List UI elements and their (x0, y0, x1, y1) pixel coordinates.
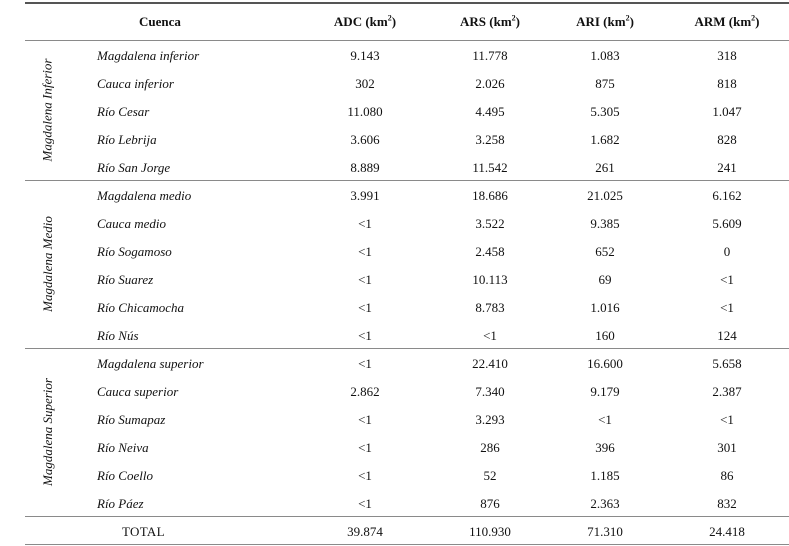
cell-ars: 3.258 (475, 132, 505, 147)
cell-ars: 10.113 (472, 272, 508, 287)
cell-arm: 86 (720, 468, 734, 483)
cell-ars: 286 (480, 440, 500, 455)
row-name: Cauca inferior (97, 76, 174, 91)
group-label-magdalena-inferior: Magdalena Inferior (39, 58, 55, 162)
cell-adc: 11.080 (347, 104, 383, 119)
cell-ars: 22.410 (472, 356, 508, 371)
row-name: Cauca superior (97, 384, 179, 399)
cell-ari: 261 (595, 160, 615, 175)
group-divider (25, 348, 789, 349)
cell-ari: 2.363 (590, 496, 620, 511)
cell-ari: 69 (598, 272, 612, 287)
row-name: Río Lebrija (97, 132, 157, 147)
cell-ari: 9.179 (590, 384, 620, 399)
total-arm: 24.418 (709, 524, 745, 539)
cell-ari: 9.385 (590, 216, 620, 231)
total-ars: 110.930 (469, 524, 511, 539)
header-ars: ARS $(km^2)$ (460, 13, 520, 29)
cell-ars: 18.686 (472, 188, 508, 203)
cell-ari: 1.682 (590, 132, 620, 147)
cell-ari: 5.305 (590, 104, 620, 119)
bottom-rule (25, 544, 789, 545)
cell-ari: 16.600 (587, 356, 623, 371)
cell-adc: <1 (358, 412, 372, 427)
row-name: Magdalena inferior (97, 48, 200, 63)
cell-adc: <1 (358, 300, 372, 315)
row-name: Magdalena superior (97, 356, 204, 371)
header-adc: ADC $(km^2)$ (333, 13, 397, 29)
total-label: TOTAL (122, 524, 165, 539)
cell-adc: <1 (358, 440, 372, 455)
row-name: Río Suarez (97, 272, 154, 287)
cell-arm: 2.387 (712, 384, 742, 399)
cell-adc: 3.606 (350, 132, 380, 147)
cell-adc: 9.143 (350, 48, 380, 63)
row-name: Río Nús (97, 328, 139, 343)
row-name: Río Neiva (97, 440, 149, 455)
total-adc: 39.874 (347, 524, 383, 539)
row-name: Río Sumapaz (97, 412, 166, 427)
cell-ari: 21.025 (587, 188, 623, 203)
cell-ars: 2.458 (475, 244, 505, 259)
row-name: Río San Jorge (97, 160, 171, 175)
row-name: Magdalena medio (97, 188, 192, 203)
cell-ari: 160 (595, 328, 615, 343)
cell-ars: 52 (483, 468, 497, 483)
cell-ari: 1.185 (590, 468, 620, 483)
cell-arm: 5.609 (712, 216, 742, 231)
cell-arm: 1.047 (712, 104, 742, 119)
cell-arm: 0 (723, 244, 731, 259)
cell-arm: 301 (717, 440, 737, 455)
total-ari: 71.310 (587, 524, 623, 539)
cell-adc: <1 (358, 244, 372, 259)
cell-adc: 3.991 (350, 188, 380, 203)
group-divider (25, 180, 789, 181)
cell-arm: 5.658 (712, 356, 742, 371)
cell-ari: 396 (595, 440, 615, 455)
cell-ars: 11.778 (472, 48, 508, 63)
cell-ars: 3.522 (475, 216, 505, 231)
row-name: Río Coello (97, 468, 153, 483)
cell-ars: 3.293 (475, 412, 505, 427)
row-name: Cauca medio (97, 216, 166, 231)
header-rule (25, 40, 789, 41)
row-name: Río Sogamoso (97, 244, 172, 259)
cell-ars: 7.340 (475, 384, 505, 399)
cell-adc: <1 (358, 496, 372, 511)
cell-arm: 832 (717, 496, 737, 511)
cell-ars: 4.495 (475, 104, 505, 119)
cell-ari: <1 (598, 412, 612, 427)
cell-ari: 1.083 (590, 48, 620, 63)
cell-ars: 2.026 (475, 76, 505, 91)
cell-adc: <1 (358, 328, 372, 343)
group-label-magdalena-superior: Magdalena Superior (39, 378, 55, 486)
cell-arm: <1 (720, 272, 734, 287)
cell-ars: <1 (483, 328, 497, 343)
top-rule (25, 2, 789, 4)
cell-arm: <1 (720, 412, 734, 427)
cell-adc: <1 (358, 468, 372, 483)
total-divider (25, 516, 789, 517)
row-name: Río Chicamocha (97, 300, 185, 315)
cell-adc: <1 (358, 272, 372, 287)
cell-arm: 124 (717, 328, 737, 343)
cell-ari: 1.016 (590, 300, 620, 315)
cell-arm: 818 (717, 76, 737, 91)
cell-adc: 8.889 (350, 160, 380, 175)
cell-ars: 11.542 (472, 160, 508, 175)
cell-arm: 6.162 (712, 188, 742, 203)
header-cuenca: Cuenca (139, 14, 181, 29)
cell-adc: <1 (358, 216, 372, 231)
cell-ari: 875 (595, 76, 615, 91)
cell-ari: 652 (595, 244, 615, 259)
cell-arm: 241 (717, 160, 737, 175)
header-arm: ARM $(km^2)$ (694, 13, 760, 29)
row-name: Río Páez (97, 496, 144, 511)
group-label-magdalena-medio: Magdalena Medio (39, 216, 55, 312)
row-name: Río Cesar (97, 104, 150, 119)
cell-adc: 302 (355, 76, 375, 91)
header-ari: ARI $(km^2)$ (576, 13, 634, 29)
cell-arm: <1 (720, 300, 734, 315)
cell-ars: 8.783 (475, 300, 505, 315)
cell-arm: 828 (717, 132, 737, 147)
cell-adc: 2.862 (350, 384, 380, 399)
cell-arm: 318 (717, 48, 737, 63)
cell-adc: <1 (358, 356, 372, 371)
cell-ars: 876 (480, 496, 500, 511)
